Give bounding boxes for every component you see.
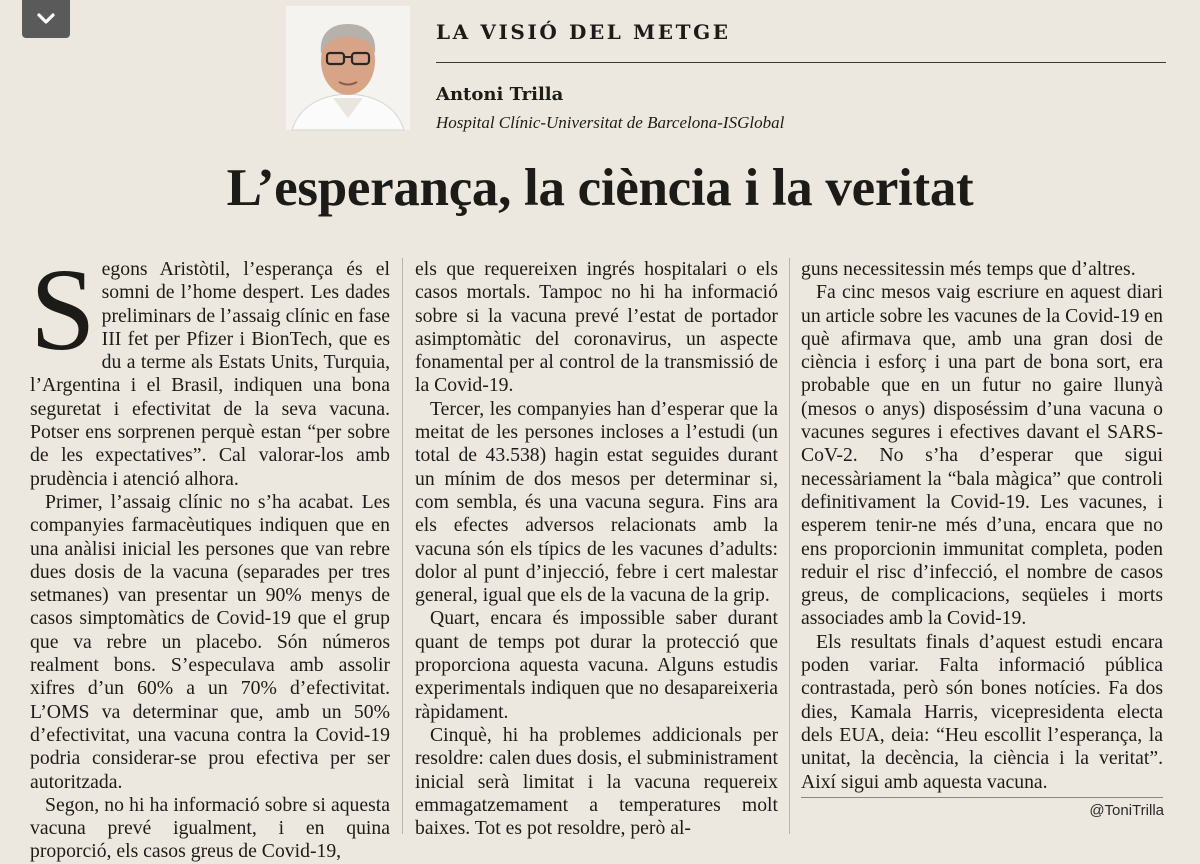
article-title: L’esperança, la ciència i la veritat: [226, 159, 974, 217]
author-photo: [286, 6, 410, 130]
collapse-button[interactable]: [22, 0, 70, 38]
column-divider: [789, 258, 790, 834]
paragraph: Primer, l’assaig clínic no s’ha acabat. Les companyies farmacèutiques indiquen que en una anàlisi inicial les persones que van rebre dues dosis de la vacuna (separades per tres setmanes) van presentar un 90% menys de casos simptomàtics de Covid-19 que el grup que va rebre un placebo. Són números realment bons. S’especulava amb assolir xifres d’un 60% a un 70% d’efectivitat. L’OMS va determinar que, amb un 50% d’efectivitat, una vacuna contra la Covid-19 podria considerar-se prou efectiva per ser autoritzada.: [30, 490, 390, 793]
column-divider: [402, 258, 403, 834]
article-column-2: [415, 258, 778, 840]
paragraph: Segons Aristòtil, l’esperança és el somni de l’home despert. Les dades preliminars de l’assaig clínic en fase III fet per Pfizer i BionTech, que es du a terme als Estats Units, Turquia, l’Argentina i el Brasil, indiquen una bona seguretat i efectivitat de la seva vacuna. Potser ens sorprenen perquè estan “per sobre de les expectatives”. Cal valorar-los amb prudència i atenció alhora.: [30, 244, 390, 490]
chevron-down-icon: [36, 12, 56, 26]
header-divider: [436, 62, 1166, 63]
paragraph: Fa cinc mesos vaig escriure en aquest diari un article sobre les vacunes de la Covid-19 en què afirmava que, amb una gran dosi de ciència i esforç i una part de bona sort, era probable que en un futur no gaire llunyà (mesos o anys) disposéssim d’una vacuna o vacunes segures i efectives davant el SARS-CoV-2. No s’ha d’esperar que sigui necessàriament la “bala màgica” que controli definitivament la Covid-19. Les vacunes, i esperem tenir-ne més d’una, encara que no ens proporcionin immunitat completa, poden reduir el risc d’infecció, el nombre de casos greus, de complicacions, seqüeles i morts associades amb la Covid-19.: [801, 281, 1163, 630]
author-affiliation: Hospital Clínic-Universitat de Barcelona-ISGlobal: [436, 113, 785, 132]
paragraph: Tercer, les companyies han d’esperar que la meitat de les persones incloses a l’estudi (un total de 43.538) hagin estat seguides durant un mínim de dos mesos per determinar si, com sembla, és una vacuna segura. Fins ara els efectes adversos relacionats amb la vacuna són els típics de les vacunes d’adults: dolor al punt d’injecció, febre i cert malestar general, igual que els de la vacuna de la grip.: [415, 397, 778, 607]
twitter-handle: @ToniTrilla: [1089, 802, 1164, 819]
section-label: LA VISIÓ DEL METGE: [436, 20, 731, 44]
drop-cap: S: [30, 244, 96, 375]
paragraph: Cinquè, hi ha problemes addicionals per resoldre: calen dues dosis, el subministrament inicial serà limitat i la vacuna requereix emmagatzemament a temperatures molt baixes. Tot es pot resoldre, però al-: [415, 723, 778, 840]
article-column-3: [801, 258, 1163, 798]
paragraph: guns necessitessin més temps que d’altres.: [801, 258, 1136, 280]
article-column-1: [30, 244, 390, 863]
footer-divider: [801, 797, 1163, 798]
author-name: Antoni Trilla: [436, 84, 564, 105]
paragraph: els que requereixen ingrés hospitalari o els casos mortals. Tampoc no hi ha informació sobre si la vacuna prevé l’estat de portador asimptomàtic del coronavirus, un aspecte fonamental per al control de la transmissió de la Covid-19.: [415, 258, 778, 397]
paragraph: Quart, encara és impossible saber durant quant de temps pot durar la protecció que proporciona aquesta vacuna. Alguns estudis experimentals indiquen que no desapareixeria ràpidament.: [415, 607, 778, 723]
paragraph: Segon, no hi ha informació sobre si aquesta vacuna prevé igualment, i en quina proporció, els casos greus de Covid-19,: [30, 793, 390, 863]
paragraph: Els resultats finals d’aquest estudi encara poden variar. Falta informació pública contrastada, però són bones notícies. Fa dos dies, Kamala Harris, vicepresidenta electa dels EUA, deia: “Heu escollit l’esperança, la unitat, la decència, la ciència i la veritat”. Així sigui amb aquesta vacuna.: [801, 630, 1163, 793]
